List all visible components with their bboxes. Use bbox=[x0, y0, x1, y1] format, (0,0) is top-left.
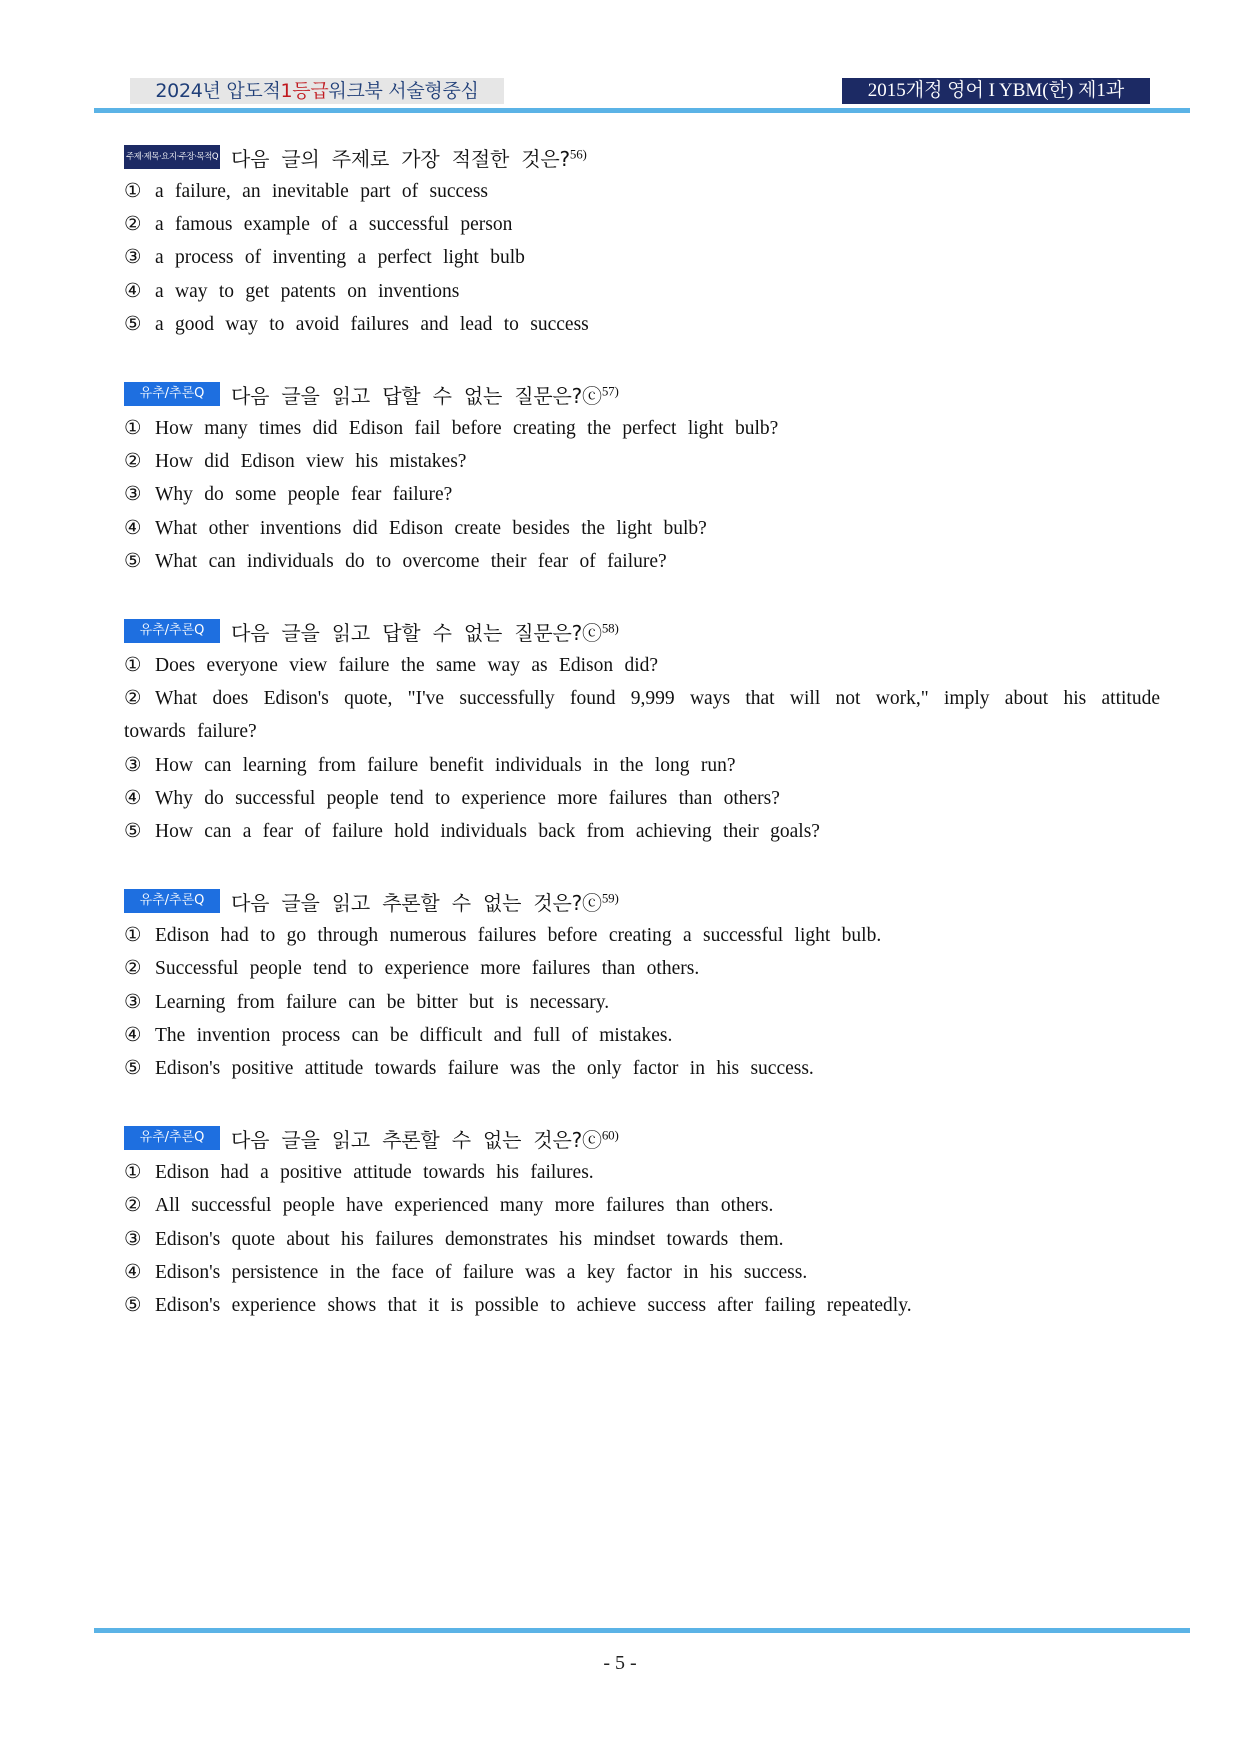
question-prompt bbox=[231, 143, 587, 172]
option-text: How can learning from failure benefit individuals in the long run? bbox=[155, 754, 736, 776]
question-type-badge: 주제·제목·요지·주장·목적Q bbox=[124, 145, 220, 169]
option-text: a failure, an inevitable part of success bbox=[155, 181, 488, 202]
option-number: ② bbox=[124, 688, 142, 710]
question-prompt bbox=[231, 617, 619, 646]
question-header bbox=[124, 884, 1160, 918]
question-header bbox=[124, 614, 1160, 648]
option-text: Edison's quote about his failures demonstrates his mindset towards them. bbox=[155, 1228, 784, 1250]
option-number: ① bbox=[124, 181, 142, 202]
option-text: Edison's positive attitude towards failure was the only factor in his success. bbox=[155, 1058, 814, 1080]
option-number: ③ bbox=[124, 991, 142, 1013]
question-ref: 59) bbox=[601, 890, 619, 906]
option-text: Edison's experience shows that it is possible to achieve success after failing repeatedly. bbox=[155, 1295, 912, 1317]
option-number: ① bbox=[124, 1162, 142, 1184]
answer-option[interactable] bbox=[124, 545, 1160, 578]
option-number: ① bbox=[124, 418, 142, 440]
option-text: Edison had a positive attitude towards his failures. bbox=[155, 1162, 594, 1184]
option-number: ④ bbox=[124, 1261, 142, 1283]
answer-option[interactable] bbox=[124, 986, 1160, 1019]
option-number: ⑤ bbox=[124, 821, 142, 843]
answer-option[interactable] bbox=[124, 649, 1160, 682]
option-number: ④ bbox=[124, 280, 142, 302]
option-number: ⑤ bbox=[124, 1295, 142, 1317]
question-text: 다음 글을 읽고 추론할 수 없는 것은?ⓒ bbox=[231, 1127, 602, 1152]
top-divider bbox=[94, 108, 1190, 113]
answer-option[interactable] bbox=[124, 782, 1160, 815]
option-number: ③ bbox=[124, 754, 142, 776]
option-number: ④ bbox=[124, 1024, 142, 1046]
option-text: What does Edison's quote, "I've successfully found 9,999 ways that will not work," imply about his attitude towards failure? bbox=[124, 688, 1160, 743]
question-block bbox=[124, 377, 1160, 578]
option-text: How did Edison view his mistakes? bbox=[155, 451, 467, 473]
question-block bbox=[124, 614, 1160, 848]
option-text: a famous example of a successful person bbox=[155, 214, 513, 236]
answer-option[interactable] bbox=[124, 919, 1160, 952]
answer-option[interactable] bbox=[124, 445, 1160, 478]
question-block bbox=[124, 884, 1160, 1085]
answer-option[interactable] bbox=[124, 1289, 1160, 1322]
option-text: Why do some people fear failure? bbox=[155, 484, 453, 506]
answer-option[interactable] bbox=[124, 682, 1160, 748]
answer-option[interactable] bbox=[124, 275, 1160, 308]
option-number: ⑤ bbox=[124, 1058, 142, 1080]
answer-option[interactable] bbox=[124, 412, 1160, 445]
question-list bbox=[124, 140, 1160, 1358]
option-text: Why do successful people tend to experience more failures than others? bbox=[155, 787, 780, 809]
answer-option[interactable] bbox=[124, 1189, 1160, 1222]
option-number: ① bbox=[124, 655, 142, 677]
question-prompt bbox=[231, 1124, 619, 1153]
option-text: a way to get patents on inventions bbox=[155, 280, 460, 302]
question-block bbox=[124, 140, 1160, 341]
option-text: a process of inventing a perfect light bulb bbox=[155, 247, 525, 269]
question-text: 다음 글을 읽고 답할 수 없는 질문은?ⓒ bbox=[231, 620, 602, 645]
option-number: ⑤ bbox=[124, 550, 142, 572]
question-type-badge: 유추/추론Q bbox=[124, 1126, 220, 1150]
answer-option[interactable] bbox=[124, 952, 1160, 985]
option-text: Successful people tend to experience more failures than others. bbox=[155, 958, 700, 980]
option-text: How can a fear of failure hold individuals back from achieving their goals? bbox=[155, 821, 820, 843]
question-ref: 56) bbox=[569, 145, 587, 161]
option-number: ④ bbox=[124, 517, 142, 539]
question-ref: 60) bbox=[601, 1127, 619, 1143]
answer-option[interactable] bbox=[124, 749, 1160, 782]
answer-option[interactable] bbox=[124, 1019, 1160, 1052]
header-course-title: 2015개정 영어 I YBM(한) 제1과 bbox=[842, 78, 1150, 104]
option-number: ④ bbox=[124, 787, 142, 809]
question-prompt bbox=[231, 887, 619, 916]
header-title-part1: 2024년 압도적 bbox=[155, 80, 281, 102]
answer-option[interactable] bbox=[124, 1156, 1160, 1189]
option-number: ③ bbox=[124, 247, 142, 269]
option-number: ② bbox=[124, 214, 142, 236]
answer-option[interactable] bbox=[124, 478, 1160, 511]
answer-option[interactable] bbox=[124, 815, 1160, 848]
option-text: What can individuals do to overcome their fear of failure? bbox=[155, 550, 667, 572]
question-prompt bbox=[231, 380, 619, 409]
header-workbook-title bbox=[130, 78, 504, 104]
question-header bbox=[124, 140, 1160, 174]
page-number: - 5 - bbox=[603, 1652, 637, 1674]
question-ref: 57) bbox=[601, 382, 619, 398]
answer-option[interactable] bbox=[124, 308, 1160, 341]
answer-option[interactable] bbox=[124, 241, 1160, 274]
option-text: Edison's persistence in the face of failure was a key factor in his success. bbox=[155, 1261, 808, 1283]
question-header bbox=[124, 377, 1160, 411]
bottom-divider bbox=[94, 1628, 1190, 1633]
option-text: How many times did Edison fail before creating the perfect light bulb? bbox=[155, 418, 779, 440]
answer-option[interactable] bbox=[124, 512, 1160, 545]
option-text: a good way to avoid failures and lead to success bbox=[155, 313, 589, 335]
question-ref: 58) bbox=[601, 619, 619, 635]
answer-option[interactable] bbox=[124, 1256, 1160, 1289]
option-number: ② bbox=[124, 1195, 142, 1217]
option-number: ③ bbox=[124, 484, 142, 506]
option-text: What other inventions did Edison create besides the light bulb? bbox=[155, 517, 707, 539]
answer-option[interactable] bbox=[124, 1223, 1160, 1256]
answer-option[interactable] bbox=[124, 175, 1160, 208]
question-text: 다음 글의 주제로 가장 적절한 것은? bbox=[231, 146, 570, 171]
question-type-badge: 유추/추론Q bbox=[124, 382, 220, 406]
option-text: Edison had to go through numerous failures before creating a successful light bulb. bbox=[155, 925, 882, 947]
option-text: The invention process can be difficult and full of mistakes. bbox=[155, 1024, 673, 1046]
option-text: Learning from failure can be bitter but is necessary. bbox=[155, 991, 610, 1013]
question-header bbox=[124, 1121, 1160, 1155]
answer-option[interactable] bbox=[124, 208, 1160, 241]
question-type-badge: 유추/추론Q bbox=[124, 889, 220, 913]
option-text: Does everyone view failure the same way as Edison did? bbox=[155, 655, 659, 677]
option-number: ③ bbox=[124, 1228, 142, 1250]
option-text: All successful people have experienced many more failures than others. bbox=[155, 1195, 774, 1217]
option-number: ② bbox=[124, 451, 142, 473]
option-number: ① bbox=[124, 925, 142, 947]
option-number: ② bbox=[124, 958, 142, 980]
header-title-highlight: 1등급 bbox=[280, 80, 329, 102]
header-title-part2: 워크북 서술형중심 bbox=[328, 80, 479, 102]
answer-option[interactable] bbox=[124, 1052, 1160, 1085]
question-text: 다음 글을 읽고 추론할 수 없는 것은?ⓒ bbox=[231, 890, 602, 915]
question-text: 다음 글을 읽고 답할 수 없는 질문은?ⓒ bbox=[231, 383, 602, 408]
question-block bbox=[124, 1121, 1160, 1322]
option-number: ⑤ bbox=[124, 313, 142, 335]
question-type-badge: 유추/추론Q bbox=[124, 619, 220, 643]
